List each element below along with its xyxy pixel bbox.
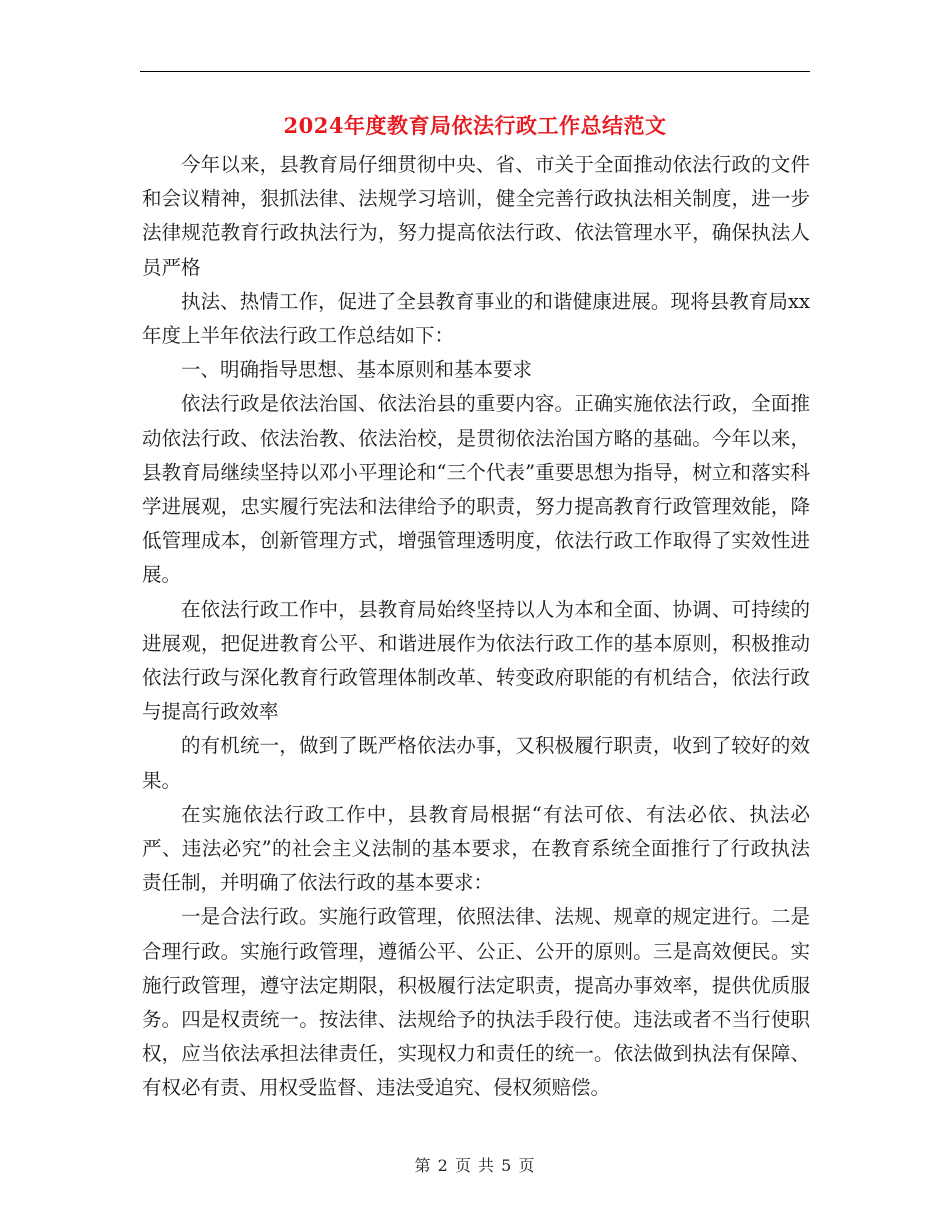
paragraph: 一是合法行政。实施行政管理，依照法律、法规、规章的规定进行。二是合理行政。实施行政管理，遵循公平、公正、公开的原则。三是高效便民。实施行政管理，遵守法定期限，积极履行法定职责，提高办事效率，提供优质服务。四是权责统一。按法律、法规给予的执法手段行使。违法或者不当行使职权，应当依法承担法律责任，实现权力和责任的统一。依法做到执法有保障、有权必有责、用权受监督、违法受追究、侵权须赔偿。 [142, 905, 810, 1100]
footer-current-page: 2 [437, 1156, 449, 1175]
paragraph: 执法、热情工作，促进了全县教育事业的和谐健康进展。现将县教育局xx年度上半年依法行政工作总结如下： [142, 289, 810, 348]
footer-page-end-label: 页 [518, 1156, 536, 1175]
document-title: 2024年度教育局依法行政工作总结范文 [283, 113, 667, 138]
header-rule [140, 71, 810, 72]
page-footer [0, 1153, 950, 1176]
footer-total-pages: 5 [501, 1156, 513, 1175]
paragraph: 在实施依法行政工作中，县教育局根据“有法可依、有法必依、执法必严、违法必究”的社会主义法制的基本要求，在教育系统全面推行了行政执法责任制，并明确了依法行政的基本要求： [142, 802, 810, 895]
paragraph: 依法行政是依法治国、依法治县的重要内容。正确实施依法行政，全面推动依法行政、依法治教、依法治校，是贯彻依法治国方略的基础。今年以来，县教育局继续坚持以邓小平理论和“三个代表”重要思想为指导，树立和落实科学进展观，忠实履行宪法和法律给予的职责，努力提高教育行政管理效能，降低管理成本，创新管理方式，增强管理透明度，依法行政工作取得了实效性进展。 [142, 392, 810, 587]
paragraph: 今年以来，县教育局仔细贯彻中央、省、市关于全面推动依法行政的文件和会议精神，狠抓法律、法规学习培训，健全完善行政执法相关制度，进一步法律规范教育行政执法行为，努力提高依法行政、依法管理水平，确保执法人员严格 [142, 153, 810, 279]
paragraph: 的有机统一，做到了既严格依法办事，又积极履行职责，收到了较好的效果。 [142, 734, 810, 792]
footer-prefix: 第 [414, 1156, 432, 1175]
section-heading: 一、明确指导思想、基本原则和基本要求 [181, 358, 533, 382]
footer-total-label: 共 [478, 1156, 496, 1175]
footer-page-label: 页 [454, 1156, 472, 1175]
paragraph: 在依法行政工作中，县教育局始终坚持以人为本和全面、协调、可持续的进展观，把促进教育公平、和谐进展作为依法行政工作的基本原则，积极推动依法行政与深化教育行政管理体制改革、转变政府职能的有机结合，依法行政与提高行政效率 [142, 597, 810, 724]
document-body [142, 148, 810, 1106]
